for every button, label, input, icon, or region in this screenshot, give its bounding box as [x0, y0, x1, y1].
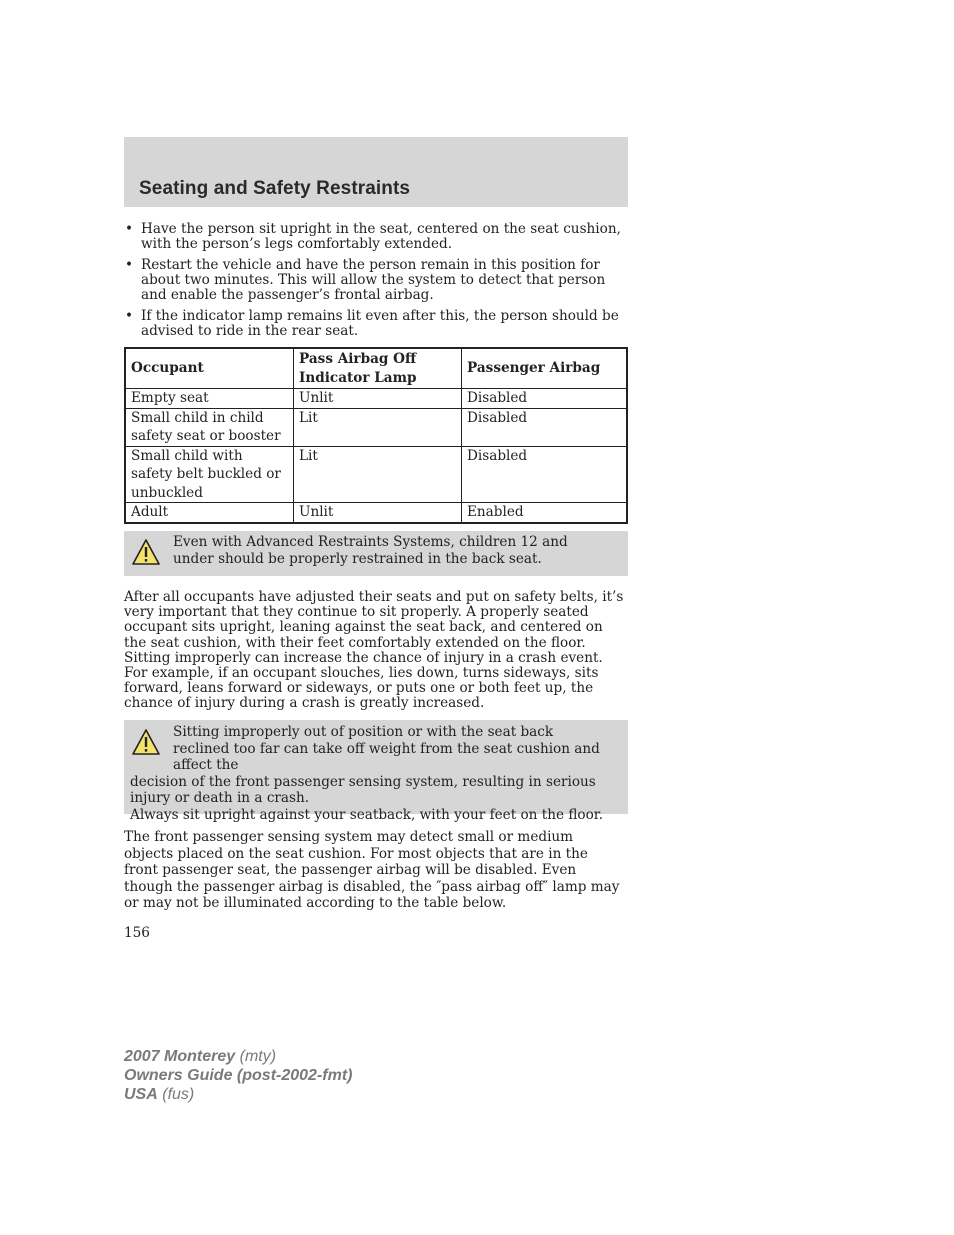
occupant-airbag-table: [124, 347, 628, 524]
footer-guide: Owners Guide (post-2002-fmt): [124, 1067, 353, 1084]
table-header-cell: Pass Airbag Off Indicator Lamp: [294, 348, 462, 389]
warning-text-lead: Sitting improperly out of position or with the seat back reclined too far can take off weight from the seat cushion and affect the: [173, 724, 600, 773]
footer-market: USA: [124, 1086, 158, 1103]
footer-line: [124, 1085, 352, 1104]
table-cell: Disabled: [462, 389, 628, 409]
table-row: [125, 389, 627, 409]
footer-line: [124, 1066, 352, 1085]
paragraph-object-detection: The front passenger sensing system may detect small or medium objects placed on the seat cushion. For most objects that are in the front passenger seat, the passenger airbag will be disabled. Even though the passenger airbag is disabled, the ″pass airbag off″ lamp may or may not be illuminated according to the table below.: [124, 829, 620, 911]
warning-box-seating-position: [124, 720, 628, 823]
warning-text-continued: decision of the front passenger sensing system, resulting in serious injury or death in a crash.: [130, 773, 596, 806]
table-cell: Adult: [125, 503, 294, 523]
warning-text-extra: Always sit upright against your seatback, with your feet on the floor.: [130, 806, 604, 823]
footer-model-code: (mty): [239, 1048, 277, 1065]
list-item: [124, 222, 621, 252]
footer-model: 2007 Monterey: [124, 1048, 236, 1065]
table-cell: Lit: [294, 408, 462, 446]
warning-triangle-icon: [132, 539, 160, 565]
table-cell: Disabled: [462, 446, 628, 503]
table-row: [125, 503, 627, 523]
instruction-list: [124, 222, 628, 345]
footer-market-code: (fus): [162, 1086, 195, 1103]
section-title: Seating and Safety Restraints: [139, 178, 411, 199]
table-cell: Disabled: [462, 408, 628, 446]
table-cell: Empty seat: [125, 389, 294, 409]
list-item-text: Restart the vehicle and have the person remain in this position for about two minutes. This will allow the system to detect that person and enable the passenger’s frontal airbag.: [141, 257, 606, 304]
list-item: [124, 309, 621, 339]
table-cell: Small child with safety belt buckled or unbuckled: [125, 446, 294, 503]
table-row: [125, 408, 627, 446]
warning-text: Even with Advanced Restraints Systems, children 12 and under should be properly restrained in the back seat.: [173, 534, 568, 567]
page-number: 156: [124, 925, 150, 941]
list-item: [124, 258, 611, 304]
table-header-cell: Passenger Airbag: [462, 348, 628, 389]
list-item-text: Have the person sit upright in the seat, centered on the seat cushion, with the person’s legs comfortably extended.: [141, 221, 621, 253]
table-cell: Unlit: [294, 503, 462, 523]
table-cell: Enabled: [462, 503, 628, 523]
bullet-icon: •: [125, 308, 134, 325]
bullet-icon: •: [125, 221, 134, 237]
table-header-row: [125, 348, 627, 389]
document-footer: [124, 1047, 352, 1104]
table-row: [125, 446, 627, 503]
bullet-icon: •: [125, 257, 134, 273]
table-header-cell: Occupant: [125, 348, 294, 389]
warning-box-children: [124, 531, 628, 576]
table-cell: Lit: [294, 446, 462, 503]
list-item-text: If the indicator lamp remains lit even after this, the person should be advised to ride in the rear seat.: [141, 308, 619, 340]
paragraph-sitting-properly: After all occupants have adjusted their seats and put on safety belts, it’s very important that they continue to sit properly. A properly seated occupant sits upright, leaning against the seat back, and centered on the seat cushion, with their feet comfortably extended on the floor. Sitting improperly can increase the chance of injury in a crash event. For example, if an occupant slouches, lies down, turns sideways, sits forward, leans forward or sideways, or puts one or both feet up, the chance of injury during a crash is greatly increased.: [124, 589, 624, 712]
table-cell: Small child in child safety seat or booster: [125, 408, 294, 446]
footer-line: [124, 1047, 352, 1066]
warning-triangle-icon: [132, 729, 160, 755]
table-cell: Unlit: [294, 389, 462, 409]
